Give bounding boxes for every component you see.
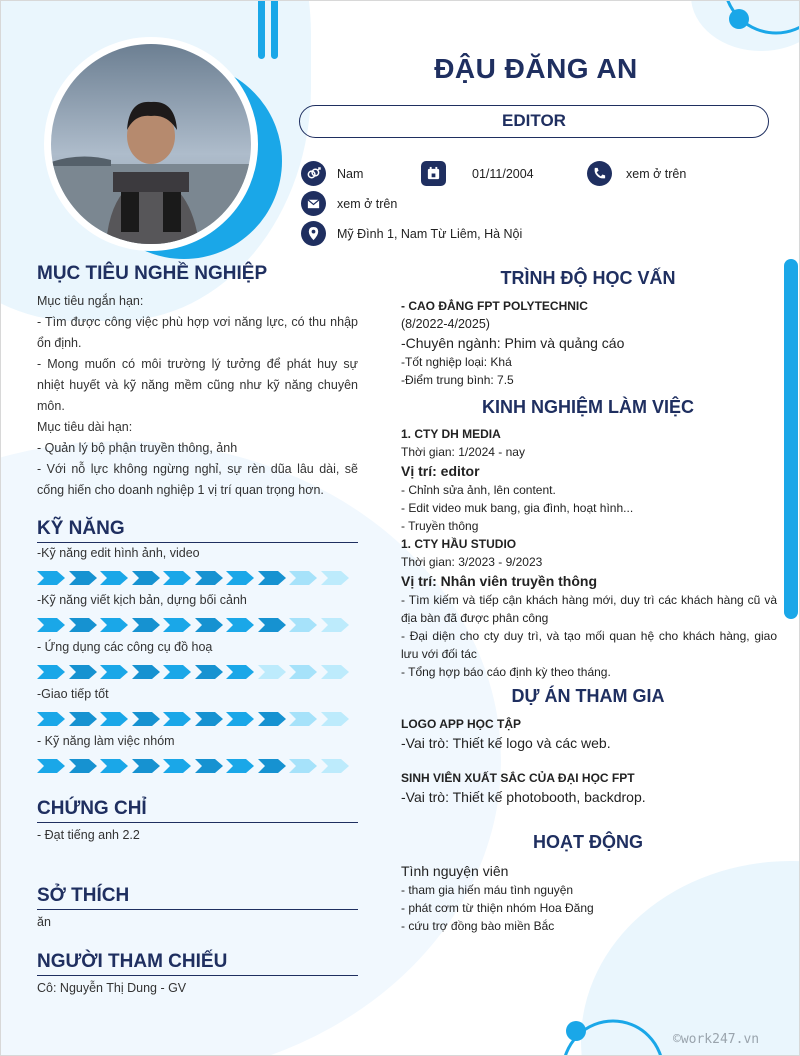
- skill-chevron-filled: [195, 571, 223, 585]
- skill-chevron-empty: [289, 712, 317, 726]
- objective-short-2: - Mong muốn có môi trường lý tưởng để phát huy sự nhiệt huyết và kỹ năng mềm cũng như kỹ năng chuyên môn.: [37, 357, 358, 413]
- gender-value: Nam: [337, 166, 364, 181]
- skill-chevron-empty: [258, 665, 286, 679]
- skill-chevron-filled: [69, 712, 97, 726]
- skill-chevron-filled: [100, 571, 128, 585]
- job-title-badge: EDITOR: [299, 105, 769, 138]
- skill-item: [37, 593, 358, 632]
- skill-chevron-filled: [132, 759, 160, 773]
- hobby-item: ăn: [37, 915, 51, 929]
- skill-chevron-filled: [100, 712, 128, 726]
- objective-long-label: Mục tiêu dài hạn:: [37, 420, 133, 434]
- job2-task: - Đại diện cho cty duy trì, và tạo mối quan hệ cho khách hàng, giao lưu với đối tác: [401, 629, 777, 661]
- education-title: TRÌNH ĐỘ HỌC VẤN: [500, 268, 676, 288]
- skill-chevron-filled: [100, 618, 128, 632]
- avatar-photo: [51, 44, 251, 244]
- ring-decoration-bottom: [541, 1011, 671, 1056]
- education-major: -Chuyên ngành: Phim và quảng cáo: [401, 335, 625, 351]
- skill-chevron-filled: [100, 759, 128, 773]
- project2-name: SINH VIÊN XUẤT SẮC CỦA ĐẠI HỌC FPT: [401, 771, 635, 785]
- skill-item: [37, 546, 358, 585]
- contact-gender: [301, 161, 363, 186]
- job2-company: 1. CTY HẦU STUDIO: [401, 537, 517, 551]
- job1-position: Vị trí: editor: [401, 463, 480, 479]
- skill-chevron-empty: [321, 712, 349, 726]
- top-accent-bar-1: [258, 1, 265, 59]
- education-grade: -Tốt nghiệp loại: Khá: [401, 355, 512, 369]
- job1-task: - Truyền thông: [401, 519, 479, 533]
- email-value: xem ở trên: [337, 196, 398, 211]
- skill-chevron-filled: [100, 665, 128, 679]
- skill-level-bar: [37, 618, 358, 632]
- skill-chevron-filled: [195, 665, 223, 679]
- skill-chevron-filled: [258, 618, 286, 632]
- job2-position: Vị trí: Nhân viên truyền thông: [401, 573, 598, 589]
- reference-title: NGƯỜI THAM CHIẾU: [37, 951, 358, 976]
- dob-value: 01/11/2004: [472, 166, 534, 181]
- experience-title: KINH NGHIỆM LÀM VIỆC: [481, 397, 694, 417]
- skill-chevron-filled: [132, 618, 160, 632]
- activity-item: - phát cơm từ thiện nhóm Hoa Đăng: [401, 901, 594, 915]
- job1-time: Thời gian: 1/2024 - nay: [401, 445, 525, 459]
- skill-chevron-filled: [163, 759, 191, 773]
- skill-chevron-filled: [37, 618, 65, 632]
- skill-level-bar: [37, 759, 358, 773]
- skill-chevron-filled: [163, 618, 191, 632]
- education-period: (8/2022-4/2025): [401, 317, 490, 331]
- address-value: Mỹ Đình 1, Nam Từ Liêm, Hà Nội: [337, 226, 523, 241]
- activity-item: - cứu trợ đồng bào miền Bắc: [401, 919, 555, 933]
- job2-task: - Tìm kiếm và tiếp cận khách hàng mới, duy trì các khách hàng cũ và địa bàn đã được phân công: [401, 593, 777, 625]
- education-section: [401, 297, 777, 389]
- skill-chevron-filled: [69, 571, 97, 585]
- phone-value: xem ở trên: [626, 166, 687, 181]
- activity-item: - tham gia hiến máu tình nguyện: [401, 883, 574, 897]
- skill-label: -Kỹ năng edit hình ảnh, video: [37, 546, 200, 560]
- skill-label: -Giao tiếp tốt: [37, 687, 109, 701]
- right-accent-bar: [784, 259, 798, 619]
- skill-chevron-filled: [37, 759, 65, 773]
- objective-long-1: - Quản lý bộ phận truyền thông, ảnh: [37, 441, 238, 455]
- job1-task: - Edit video muk bang, gia đình, hoạt hình...: [401, 501, 634, 515]
- top-accent-bar-2: [271, 1, 278, 59]
- contact-dob: [421, 161, 534, 186]
- reference-item: Cô: Nguyễn Thị Dung - GV: [37, 981, 187, 995]
- skills-list: [37, 546, 358, 781]
- skill-chevron-filled: [37, 665, 65, 679]
- candidate-name: ĐẬU ĐĂNG AN: [434, 53, 638, 84]
- objective-title: MỤC TIÊU NGHỀ NGHIỆP: [37, 263, 268, 284]
- skill-level-bar: [37, 665, 358, 679]
- project2-role: -Vai trò: Thiết kế photobooth, backdrop.: [401, 789, 646, 805]
- skill-item: [37, 640, 358, 679]
- skill-chevron-filled: [37, 712, 65, 726]
- projects-title: DỰ ÁN THAM GIA: [511, 686, 665, 706]
- skill-chevron-empty: [321, 571, 349, 585]
- activities-section: [401, 861, 777, 935]
- skill-label: - Kỹ năng làm việc nhóm: [37, 734, 175, 748]
- objective-long-2: - Với nỗ lực không ngừng nghỉ, sự rèn dũa lâu dài, sẽ cống hiến cho doanh nghiệp 1 vị trí quan trọng hơn.: [37, 462, 358, 497]
- activities-heading: Tình nguyện viên: [401, 863, 509, 879]
- skill-chevron-empty: [289, 665, 317, 679]
- project1-name: LOGO APP HỌC TẬP: [401, 717, 522, 731]
- email-icon: [301, 191, 326, 216]
- job2-time: Thời gian: 3/2023 - 9/2023: [401, 555, 543, 569]
- project1-role: -Vai trò: Thiết kế logo và các web.: [401, 735, 611, 751]
- education-school: - CAO ĐẲNG FPT POLYTECHNIC: [401, 299, 588, 313]
- job1-task: - Chỉnh sửa ảnh, lên content.: [401, 483, 556, 497]
- skill-chevron-filled: [37, 571, 65, 585]
- certificates-title: CHỨNG CHỈ: [37, 798, 358, 823]
- skill-chevron-filled: [163, 712, 191, 726]
- skill-item: [37, 734, 358, 773]
- skill-label: - Ứng dụng các công cụ đồ hoạ: [37, 640, 213, 654]
- contact-phone: [587, 161, 686, 186]
- skills-title: KỸ NĂNG: [37, 518, 358, 543]
- skill-chevron-filled: [69, 618, 97, 632]
- skill-chevron-filled: [226, 759, 254, 773]
- skill-chevron-filled: [163, 665, 191, 679]
- skill-chevron-filled: [69, 759, 97, 773]
- skill-chevron-filled: [258, 712, 286, 726]
- watermark: ©work247.vn: [673, 1032, 760, 1047]
- certificate-item: - Đạt tiếng anh 2.2: [37, 828, 140, 842]
- skill-chevron-filled: [132, 712, 160, 726]
- skill-chevron-filled: [195, 712, 223, 726]
- skill-chevron-empty: [289, 618, 317, 632]
- skill-chevron-filled: [258, 571, 286, 585]
- skill-level-bar: [37, 712, 358, 726]
- skill-chevron-filled: [226, 665, 254, 679]
- skill-item: [37, 687, 358, 726]
- skill-chevron-filled: [163, 571, 191, 585]
- skill-chevron-filled: [132, 571, 160, 585]
- contact-address: [301, 221, 522, 246]
- skill-chevron-filled: [226, 712, 254, 726]
- objective-section: [37, 263, 358, 501]
- skill-chevron-filled: [226, 571, 254, 585]
- gender-icon: [301, 161, 326, 186]
- contact-email: [301, 191, 397, 216]
- job1-company: 1. CTY DH MEDIA: [401, 427, 501, 441]
- objective-short-label: Mục tiêu ngắn hạn:: [37, 294, 144, 308]
- skill-chevron-empty: [289, 571, 317, 585]
- skill-level-bar: [37, 571, 358, 585]
- job2-task: - Tổng hợp báo cáo định kỳ theo tháng.: [401, 665, 611, 679]
- skill-chevron-filled: [132, 665, 160, 679]
- phone-icon: [587, 161, 612, 186]
- skill-chevron-empty: [289, 759, 317, 773]
- skill-chevron-filled: [258, 759, 286, 773]
- skill-chevron-empty: [321, 618, 349, 632]
- skill-chevron-filled: [226, 618, 254, 632]
- skill-chevron-filled: [69, 665, 97, 679]
- skill-chevron-filled: [195, 618, 223, 632]
- calendar-icon: [421, 161, 446, 186]
- projects-section: [401, 715, 777, 807]
- experience-section: [401, 425, 777, 681]
- location-pin-icon: [301, 221, 326, 246]
- hobbies-title: SỞ THÍCH: [37, 885, 358, 910]
- activities-title: HOẠT ĐỘNG: [533, 832, 643, 852]
- skill-label: -Kỹ năng viết kịch bản, dựng bối cảnh: [37, 593, 247, 607]
- skill-chevron-filled: [195, 759, 223, 773]
- skill-chevron-empty: [321, 665, 349, 679]
- avatar: [44, 37, 258, 251]
- skill-chevron-empty: [321, 759, 349, 773]
- objective-short-1: - Tìm được công việc phù hợp vơi năng lực, có thu nhập ổn định.: [37, 315, 358, 350]
- education-gpa: -Điểm trung bình: 7.5: [401, 373, 514, 387]
- ring-decoration-top-right: [701, 0, 800, 51]
